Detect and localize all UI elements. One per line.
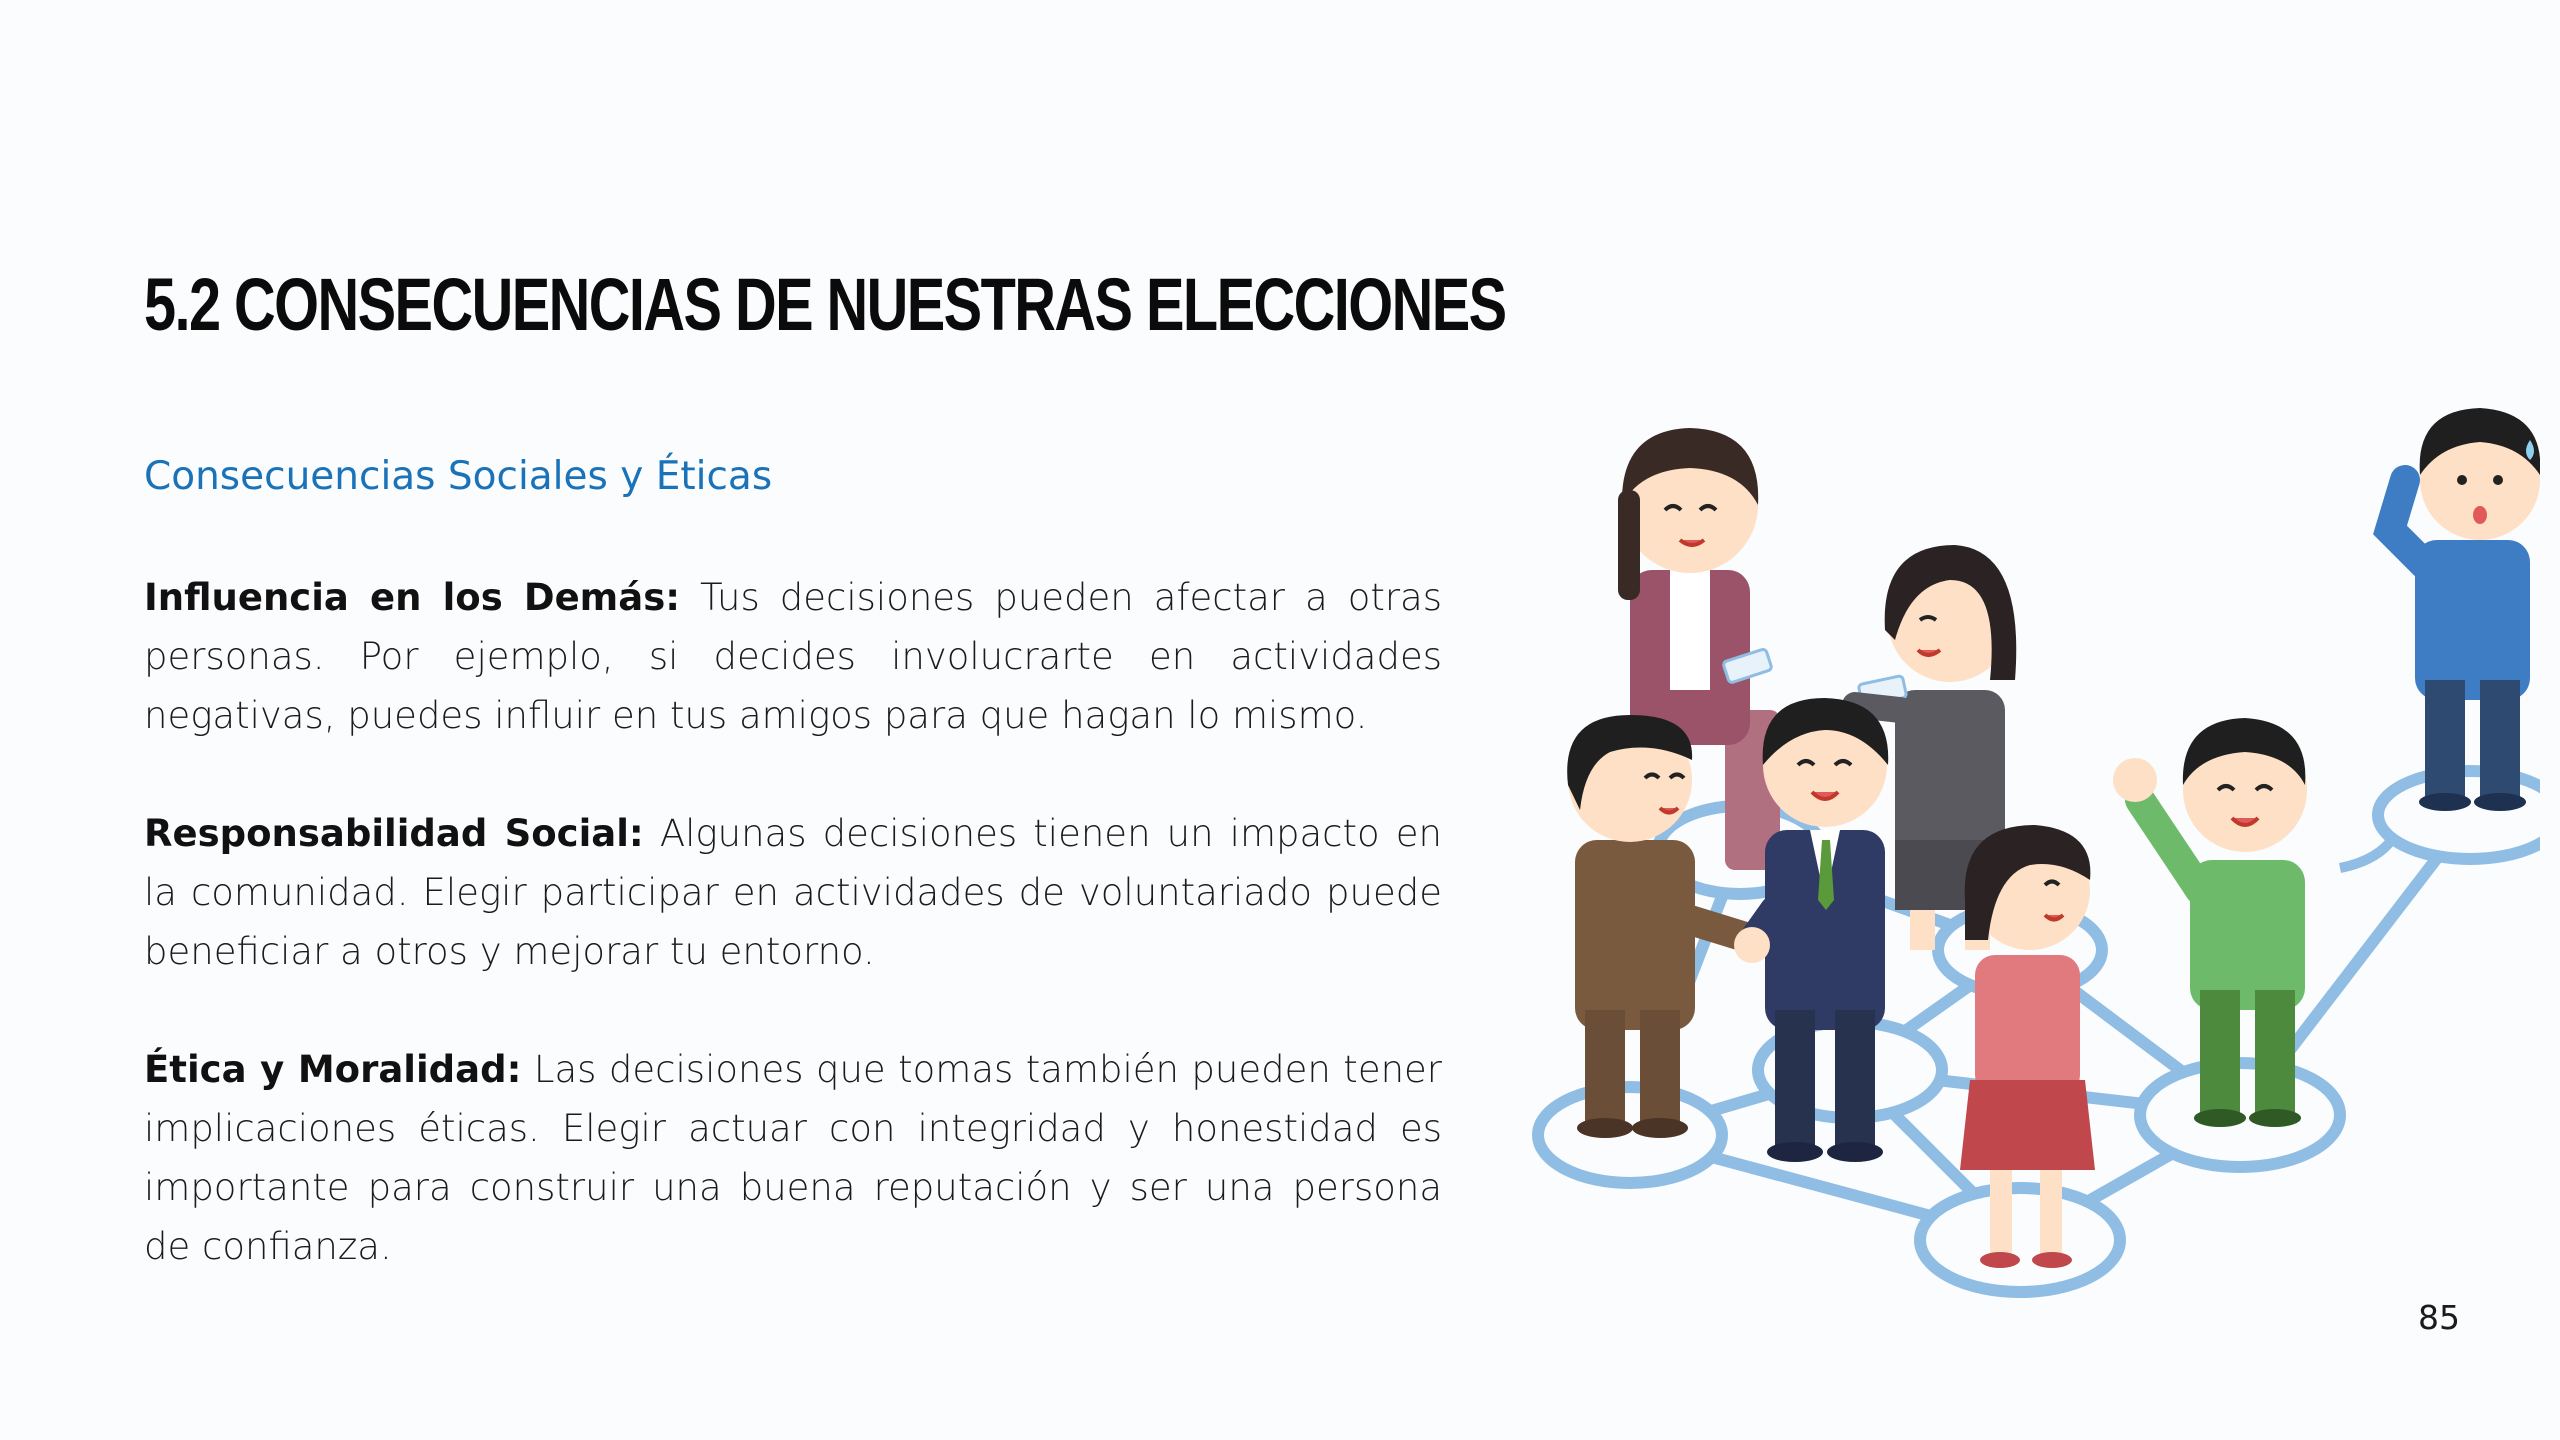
person-man-green	[2113, 718, 2307, 1127]
people-network-illustration	[1500, 380, 2540, 1310]
body-text	[144, 568, 1442, 1335]
paragraph-ethics	[144, 1040, 1442, 1276]
page-number: 85	[2418, 1298, 2460, 1337]
paragraph-heading: Ética y Moralidad:	[144, 1048, 522, 1091]
paragraph-heading: Influencia en los Demás:	[144, 576, 681, 619]
paragraph-social-responsibility	[144, 804, 1442, 981]
paragraph-text: Algunas decisiones tienen un impacto en la comunidad. Elegir participar en actividades de voluntariado puede beneficiar a otros y mejorar tu entorno.	[144, 812, 1442, 973]
paragraph-influence	[144, 568, 1442, 745]
paragraph-heading: Responsabilidad Social:	[144, 812, 644, 855]
person-man-blue	[2390, 408, 2540, 811]
page-title: 5.2 CONSECUENCIAS DE NUESTRAS ELECCIONES	[144, 263, 1506, 346]
section-subtitle: Consecuencias Sociales y Éticas	[144, 454, 773, 499]
speech-tail	[2340, 835, 2395, 868]
paragraph-text: Tus decisiones pueden afectar a otras personas. Por ejemplo, si decides involucrarte en actividades negativas, puedes influir en tus amigos para que hagan lo mismo.	[144, 576, 1442, 737]
paragraph-text: Las decisiones que tomas también pueden tener implicaciones éticas. Elegir actuar con integridad y honestidad es importante para construir una buena reputación y ser una persona de confianza.	[144, 1048, 1443, 1268]
